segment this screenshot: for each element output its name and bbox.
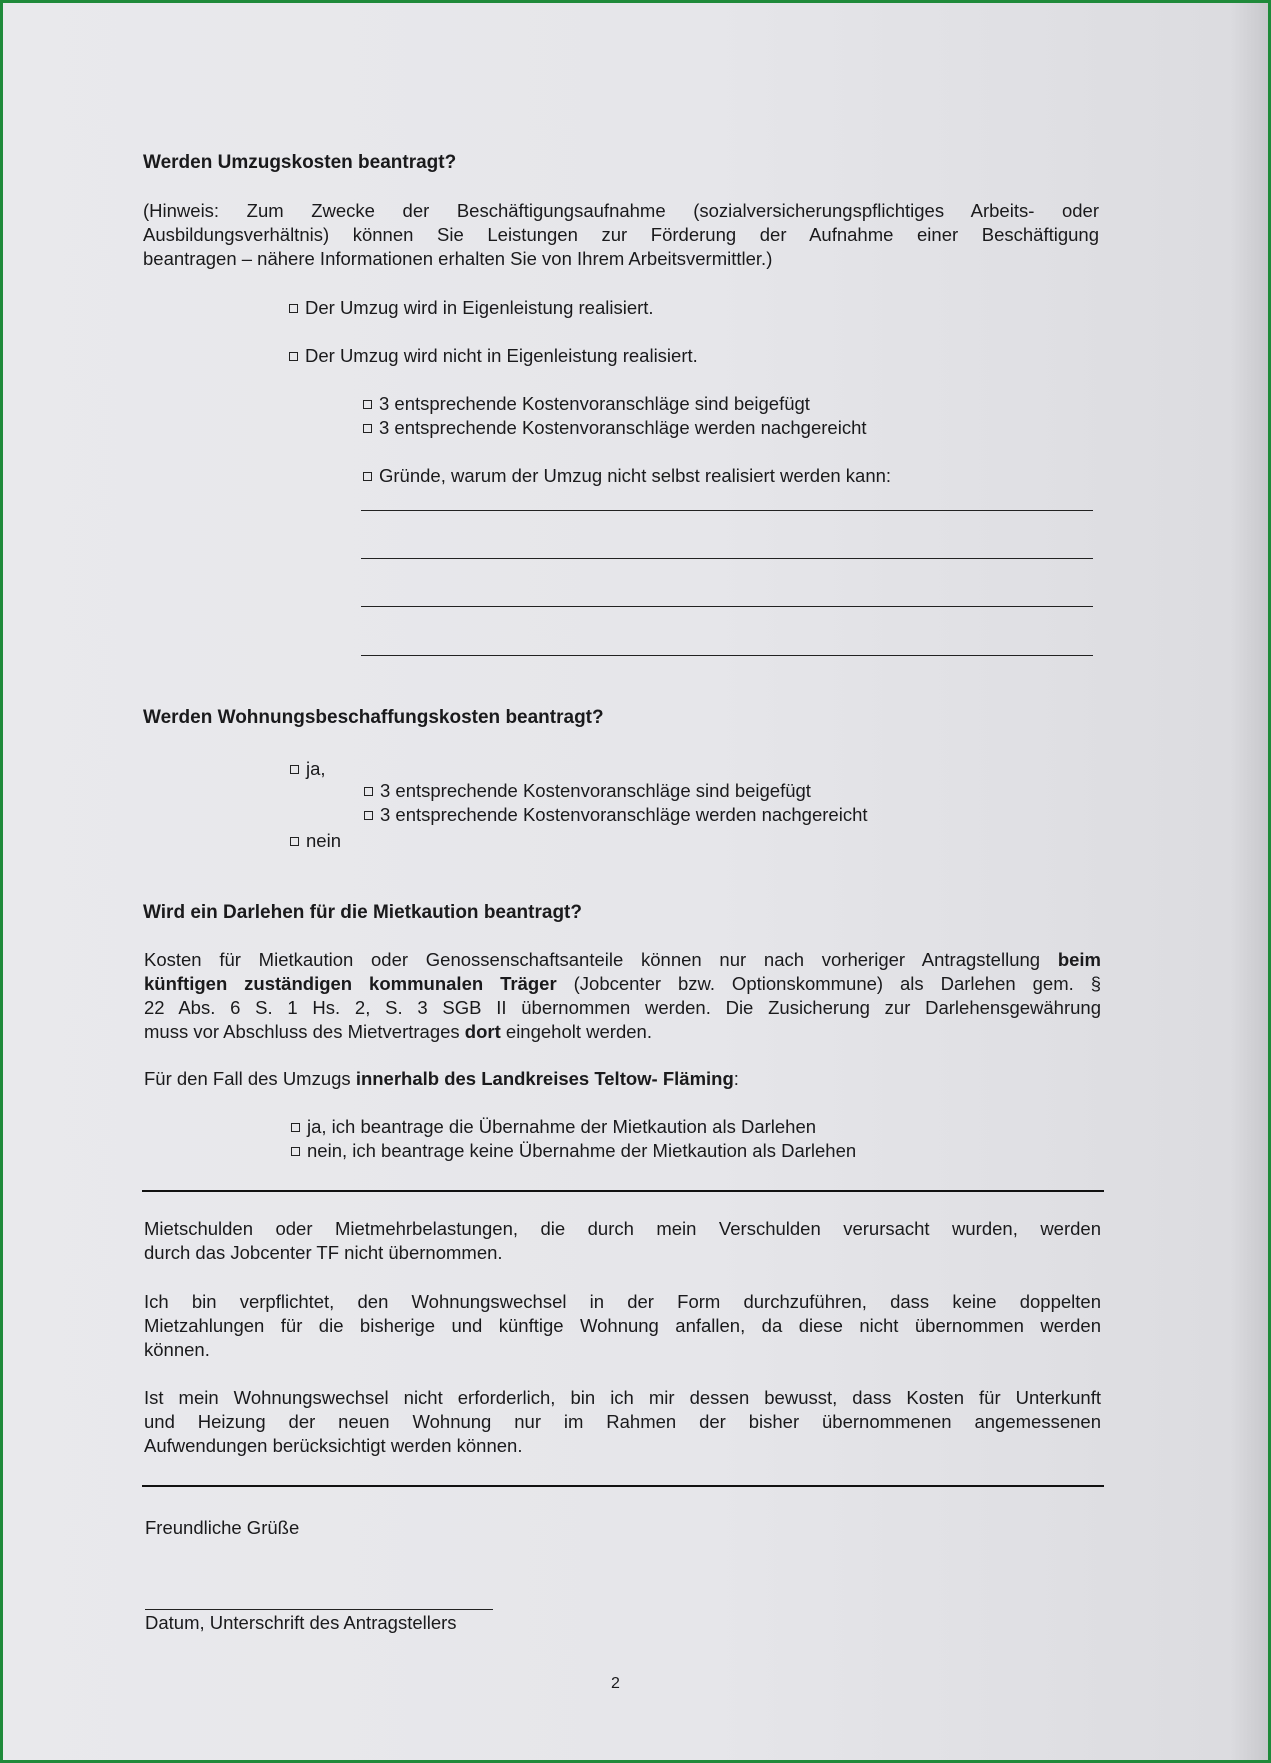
kaution-yes-label: ja, ich beantrage die Übernahme der Mietkaution als Darlehen <box>307 1116 817 1137</box>
umzug-hint <box>143 199 1099 271</box>
page-number: 2 <box>611 1675 620 1692</box>
beschaffung-yes-label: ja, <box>306 758 326 779</box>
umzug-sub-reasons-label: Gründe, warum der Umzug nicht selbst realisiert werden kann: <box>379 465 892 486</box>
checkbox-icon[interactable] <box>364 811 373 820</box>
kaution-text <box>144 948 1101 1044</box>
kaution-line-3: 22 Abs. 6 S. 1 Hs. 2, S. 3 SGB II übernommen werden. Die Zusicherung zur Darlehensgewährung <box>144 997 1101 1018</box>
checkbox-icon[interactable] <box>291 1123 300 1132</box>
signature-line[interactable] <box>145 1609 493 1610</box>
statement-costs-line-1: Ist mein Wohnungswechsel nicht erforderlich, bin ich mir dessen bewusst, dass Kosten für Unterkunft <box>144 1387 1101 1408</box>
closing-greeting: Freundliche Grüße <box>145 1517 300 1538</box>
beschaffung-no-label: nein <box>306 830 341 851</box>
kaution-line-2-bold: künftigen zuständigen kommunalen Träger <box>144 973 557 994</box>
beschaffung-sub-later[interactable] <box>364 804 868 826</box>
umzug-sub-reasons[interactable] <box>363 465 891 487</box>
checkbox-icon[interactable] <box>364 787 373 796</box>
checkbox-icon[interactable] <box>291 1147 300 1156</box>
kaution-yes[interactable] <box>291 1116 816 1138</box>
umzug-sub-later[interactable] <box>363 417 867 439</box>
kaution-no-label: nein, ich beantrage keine Übernahme der Mietkaution als Darlehen <box>307 1140 857 1161</box>
beschaffung-no[interactable] <box>290 830 341 852</box>
umzug-sub-attached[interactable] <box>363 393 810 415</box>
beschaffung-heading: Werden Wohnungsbeschaffungskosten beantragt? <box>143 707 604 728</box>
checkbox-icon[interactable] <box>363 472 372 481</box>
section-divider-1 <box>142 1190 1104 1192</box>
statement-double-rent <box>144 1290 1101 1362</box>
signature-label: Datum, Unterschrift des Antragstellers <box>145 1612 457 1633</box>
kaution-line-4-text: muss vor Abschluss des Mietvertrages <box>144 1021 465 1042</box>
statement-double-line-3: können. <box>144 1339 210 1360</box>
checkbox-icon[interactable] <box>363 424 372 433</box>
checkbox-icon[interactable] <box>289 304 298 313</box>
statement-costs-line-3: Aufwendungen berücksichtigt werden können. <box>144 1435 523 1456</box>
kaution-case <box>144 1067 739 1091</box>
reasons-line-4[interactable] <box>361 655 1093 656</box>
umzug-heading: Werden Umzugskosten beantragt? <box>143 152 457 173</box>
umzug-hint-line-1: (Hinweis: Zum Zwecke der Beschäftigungsaufnahme (sozialversicherungspflichtiges Arbeits- oder <box>143 200 1099 221</box>
umzug-sub-attached-label: 3 entsprechende Kostenvoranschläge sind beigefügt <box>379 393 810 414</box>
statement-debts <box>144 1217 1101 1265</box>
statement-debts-line-1: Mietschulden oder Mietmehrbelastungen, die durch mein Verschulden verursacht wurden, werden <box>144 1218 1101 1239</box>
reasons-line-2[interactable] <box>361 558 1093 559</box>
kaution-line-4-end: eingeholt werden. <box>500 1021 652 1042</box>
kaution-line-1 <box>144 948 1101 972</box>
reasons-line-3[interactable] <box>361 606 1093 607</box>
kaution-line-4 <box>144 1020 1101 1044</box>
umzug-hint-line-3: beantragen – nähere Informationen erhalten Sie von Ihrem Arbeitsvermittler.) <box>143 248 773 269</box>
kaution-case-bold: innerhalb des Landkreises Teltow- Fläming <box>355 1068 734 1089</box>
statement-double-line-1: Ich bin verpflichtet, den Wohnungswechsel in der Form durchzuführen, dass keine doppelten <box>144 1291 1101 1312</box>
umzug-option-not-self[interactable] <box>289 345 698 367</box>
section-divider-2 <box>142 1485 1104 1487</box>
kaution-heading: Wird ein Darlehen für die Mietkaution beantragt? <box>143 902 582 923</box>
kaution-case-colon: : <box>733 1068 739 1089</box>
umzug-hint-line-2: Ausbildungsverhältnis) können Sie Leistungen zur Förderung der Aufnahme einer Beschäftigung <box>143 224 1099 245</box>
statement-debts-line-2: durch das Jobcenter TF nicht übernommen. <box>144 1242 503 1263</box>
kaution-line-1-bold: beim <box>1057 949 1101 970</box>
statement-costs <box>144 1386 1101 1458</box>
kaution-line-2-text: (Jobcenter bzw. Optionskommune) als Darlehen gem. § <box>556 973 1102 994</box>
reasons-line-1[interactable] <box>361 510 1093 511</box>
kaution-line-1-text: Kosten für Mietkaution oder Genossenschaftsanteile können nur nach vorheriger Antragstellung <box>144 949 1058 970</box>
beschaffung-yes[interactable] <box>290 758 326 780</box>
beschaffung-sub-attached[interactable] <box>364 780 811 802</box>
umzug-option-not-self-label: Der Umzug wird nicht in Eigenleistung realisiert. <box>305 345 698 366</box>
statement-costs-line-2: und Heizung der neuen Wohnung nur im Rahmen der bisher übernommenen angemessenen <box>144 1411 1101 1432</box>
umzug-option-self[interactable] <box>289 297 654 319</box>
beschaffung-sub-later-label: 3 entsprechende Kostenvoranschläge werden nachgereicht <box>380 804 868 825</box>
checkbox-icon[interactable] <box>363 400 372 409</box>
beschaffung-sub-attached-label: 3 entsprechende Kostenvoranschläge sind beigefügt <box>380 780 811 801</box>
umzug-option-self-label: Der Umzug wird in Eigenleistung realisiert. <box>305 297 654 318</box>
kaution-case-text: Für den Fall des Umzugs <box>144 1068 356 1089</box>
checkbox-icon[interactable] <box>290 837 299 846</box>
umzug-sub-later-label: 3 entsprechende Kostenvoranschläge werden nachgereicht <box>379 417 867 438</box>
statement-double-line-2: Mietzahlungen für die bisherige und künftige Wohnung anfallen, da diese nicht übernommen werden <box>144 1315 1101 1336</box>
kaution-line-2 <box>144 972 1101 996</box>
checkbox-icon[interactable] <box>289 352 298 361</box>
kaution-no[interactable] <box>291 1140 856 1162</box>
checkbox-icon[interactable] <box>290 765 299 774</box>
kaution-line-4-bold: dort <box>464 1021 501 1042</box>
